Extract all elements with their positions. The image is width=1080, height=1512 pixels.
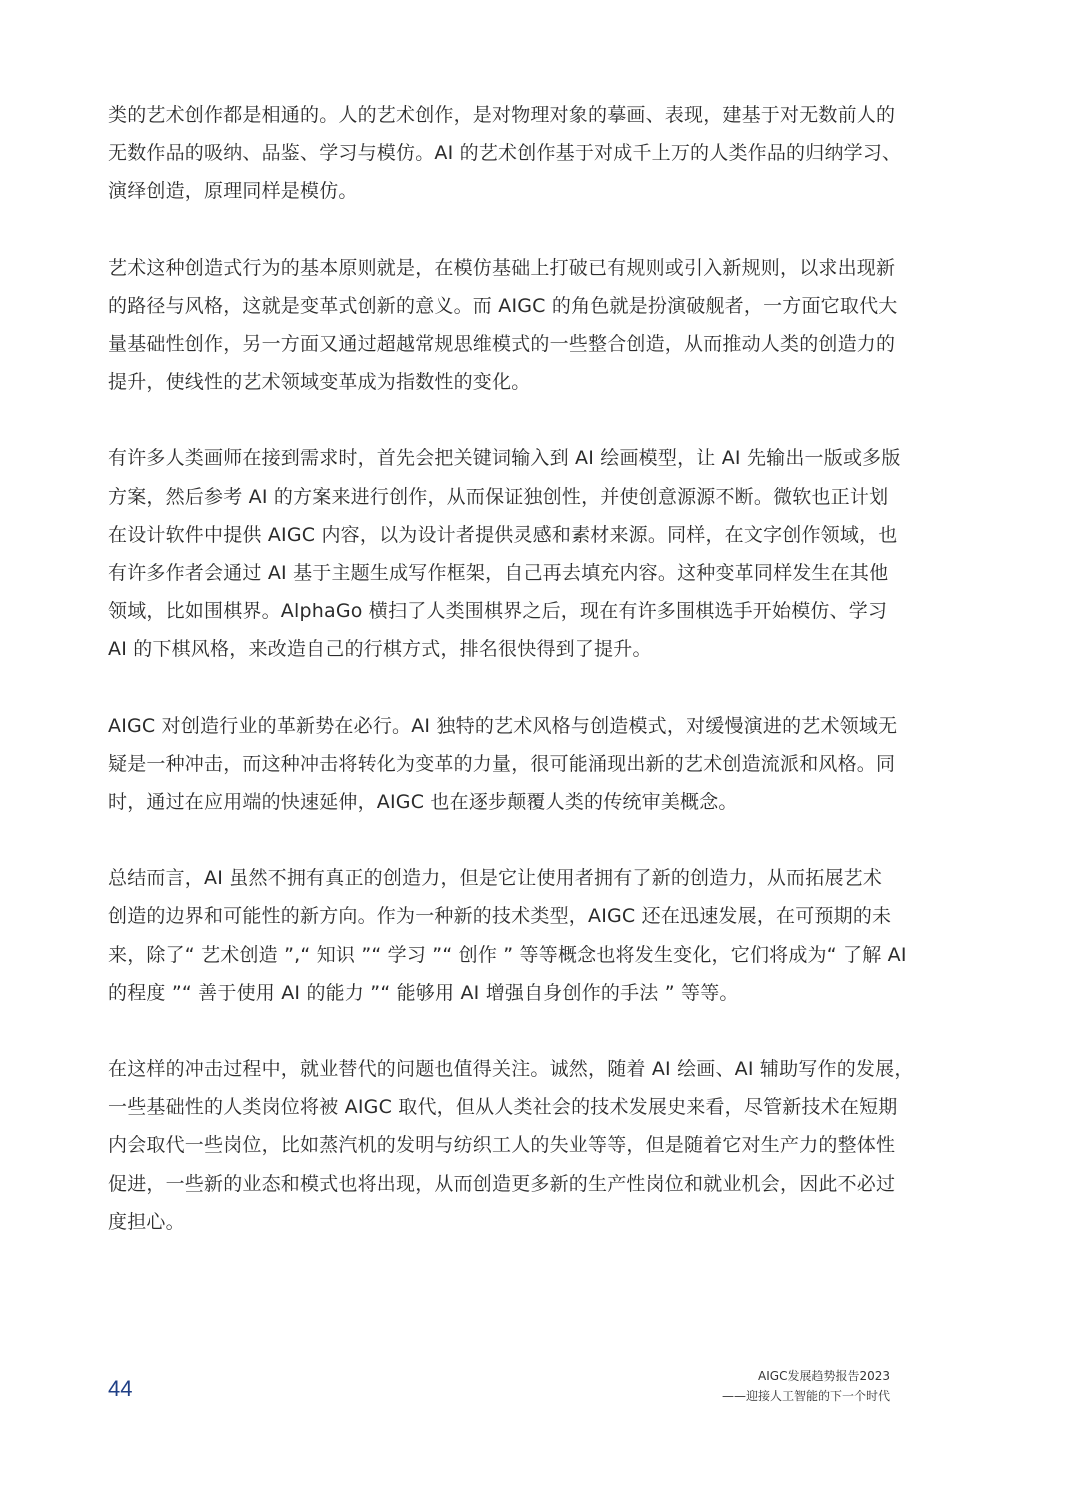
text-line: 有许多人类画师在接到需求时，首先会把关键词输入到 AI 绘画模型，让 AI 先输出一版或多版 [108,447,901,470]
text-line: 在设计软件中提供 AIGC 内容，以为设计者提供灵感和素材来源。同样，在文字创作领域，也 [108,523,898,546]
text-line: 领域，比如围棋界。AlphaGo 横扫了人类围棋界之后，现在有许多围棋选手开始模仿、学习 [108,600,888,623]
paragraph-5 [108,859,908,1012]
text-line: 时，通过在应用端的快速延伸，AIGC 也在逐步颠覆人类的传统审美概念。 [108,791,738,814]
text-line: 艺术这种创造式行为的基本原则就是，在模仿基础上打破已有规则或引入新规则，以求出现新 [108,256,896,279]
paragraph-spacer [108,821,908,859]
text-line: 有许多作者会通过 AI 基于主题生成写作框架，自己再去填充内容。这种变革同样发生在其他 [108,562,889,585]
text-line: 一些基础性的人类岗位将被 AIGC 取代，但从人类社会的技术发展史来看，尽管新技术在短期 [108,1096,898,1119]
text-line: 度担心。 [108,1210,185,1233]
text-line: AI 的下棋风格，来改造自己的行棋方式，排名很快得到了提升。 [108,638,652,661]
text-line: 方案，然后参考 AI 的方案来进行创作，从而保证独创性，并使创意源源不断。微软也正计划 [108,485,889,508]
text-line: 促进，一些新的业态和模式也将出现，从而创造更多新的生产性岗位和就业机会，因此不必过 [108,1172,896,1195]
text-line: 总结而言，AI 虽然不拥有真正的创造力，但是它让使用者拥有了新的创造力，从而拓展艺术 [108,867,883,890]
text-line: 提升，使线性的艺术领域变革成为指数性的变化。 [108,371,531,394]
text-line: 无数作品的吸纳、品鉴、学习与模仿。AI 的艺术创作基于对成千上万的人类作品的归纳学习、 [108,142,902,165]
text-line: 的程度 ”“ 善于使用 AI 的能力 ”“ 能够用 AI 增强自身创作的手法 ” 等等。 [108,981,739,1004]
text-line: 疑是一种冲击，而这种冲击将转化为变革的力量，很可能涌现出新的艺术创造流派和风格。同 [108,752,896,775]
text-line: 量基础性创作，另一方面又通过超越常规思维模式的一些整合创造，从而推动人类的创造力的 [108,333,896,356]
paragraph-4 [108,707,908,822]
text-line: 类的艺术创作都是相通的。人的艺术创作，是对物理对象的摹画、表现，建基于对无数前人的 [108,104,896,126]
paragraph-spacer [108,1012,908,1050]
article-body [108,96,914,1241]
paragraph-1 [108,96,908,211]
text-line: 来，除了“ 艺术创造 ”,“ 知识 ”“ 学习 ”“ 创作 ” 等等概念也将发生变化，它们将成为“ 了解 AI [108,943,907,966]
text-line: 在这样的冲击过程中，就业替代的问题也值得关注。诚然，随着 AI 绘画、AI 辅助写作的发展， [108,1058,914,1081]
page-number: 44 [108,1376,133,1401]
report-title-block [722,1366,890,1406]
text-line: AIGC 对创造行业的革新势在必行。AI 独特的艺术风格与创造模式，对缓慢演进的艺术领域无 [108,714,898,737]
paragraph-spacer [108,401,908,439]
paragraph-6 [108,1050,914,1241]
report-subtitle: ——迎接人工智能的下一个时代 [721,1389,890,1403]
paragraph-3 [108,439,908,668]
text-line: 的路径与风格，这就是变革式创新的意义。而 AIGC 的角色就是扮演破舰者，一方面它取代大 [108,294,898,317]
report-title: AIGC发展趋势报告2023 [758,1369,890,1383]
paragraph-2 [108,249,908,402]
text-line: 内会取代一些岗位，比如蒸汽机的发明与纺织工人的失业等等，但是随着它对生产力的整体性 [108,1134,896,1157]
paragraph-spacer [108,211,908,249]
paragraph-spacer [108,669,908,707]
text-line: 演绎创造，原理同样是模仿。 [108,180,358,203]
text-line: 创造的边界和可能性的新方向。作为一种新的技术类型，AIGC 还在迅速发展，在可预期的未 [108,905,892,928]
